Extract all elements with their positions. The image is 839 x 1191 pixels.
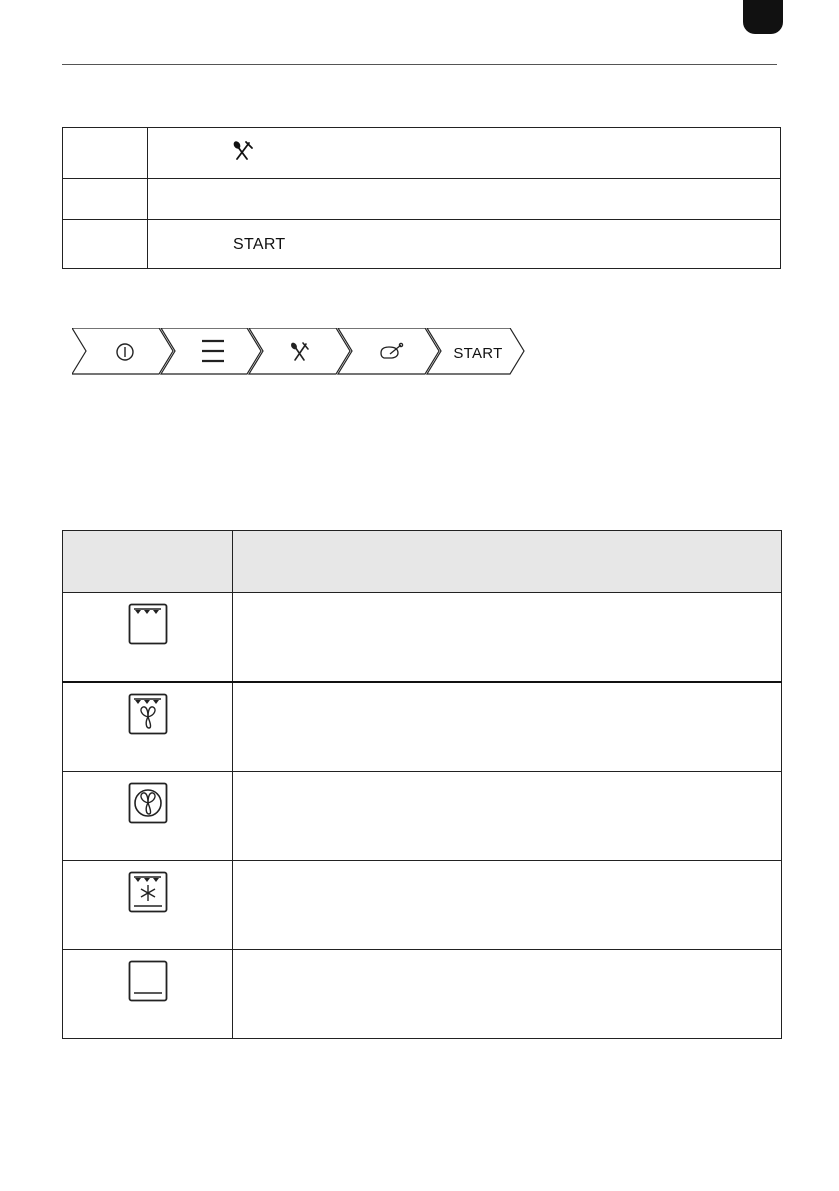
header-rule	[62, 64, 777, 65]
operation-flow	[72, 328, 532, 378]
function-description	[233, 950, 782, 1039]
function-description	[233, 861, 782, 950]
top-heat-icon	[128, 603, 168, 645]
steps-table	[62, 127, 781, 269]
table-header-row	[63, 531, 782, 593]
start-label: START	[233, 236, 286, 253]
top-heat-fan-icon	[128, 693, 168, 735]
step-instruction-cell	[148, 128, 781, 179]
table-row	[63, 772, 782, 861]
table-row	[63, 179, 781, 220]
table-row	[63, 593, 782, 683]
page-tab-marker	[743, 0, 783, 34]
header-cell-symbol	[63, 531, 233, 593]
flow-start-label: START	[453, 345, 503, 362]
table-row	[63, 861, 782, 950]
table-row	[63, 950, 782, 1039]
top-heat-defrost-icon	[128, 871, 168, 913]
step-number-cell	[63, 220, 148, 269]
step-instruction-cell	[148, 179, 781, 220]
step-instruction-cell	[148, 220, 781, 269]
table-row	[63, 220, 781, 269]
functions-table	[62, 530, 782, 1039]
step-number-cell	[63, 179, 148, 220]
flow-step-power	[72, 328, 173, 374]
table-row	[63, 682, 782, 772]
flow-step-cutlery	[249, 328, 350, 374]
header-cell-description	[233, 531, 782, 593]
fan-icon	[128, 782, 168, 824]
function-description	[233, 772, 782, 861]
bottom-heat-icon	[128, 960, 168, 1002]
step-number-cell	[63, 128, 148, 179]
function-description	[233, 682, 782, 772]
cutlery-icon	[230, 139, 254, 167]
table-row	[63, 128, 781, 179]
function-description	[233, 593, 782, 683]
flow-step-probe	[338, 328, 439, 374]
